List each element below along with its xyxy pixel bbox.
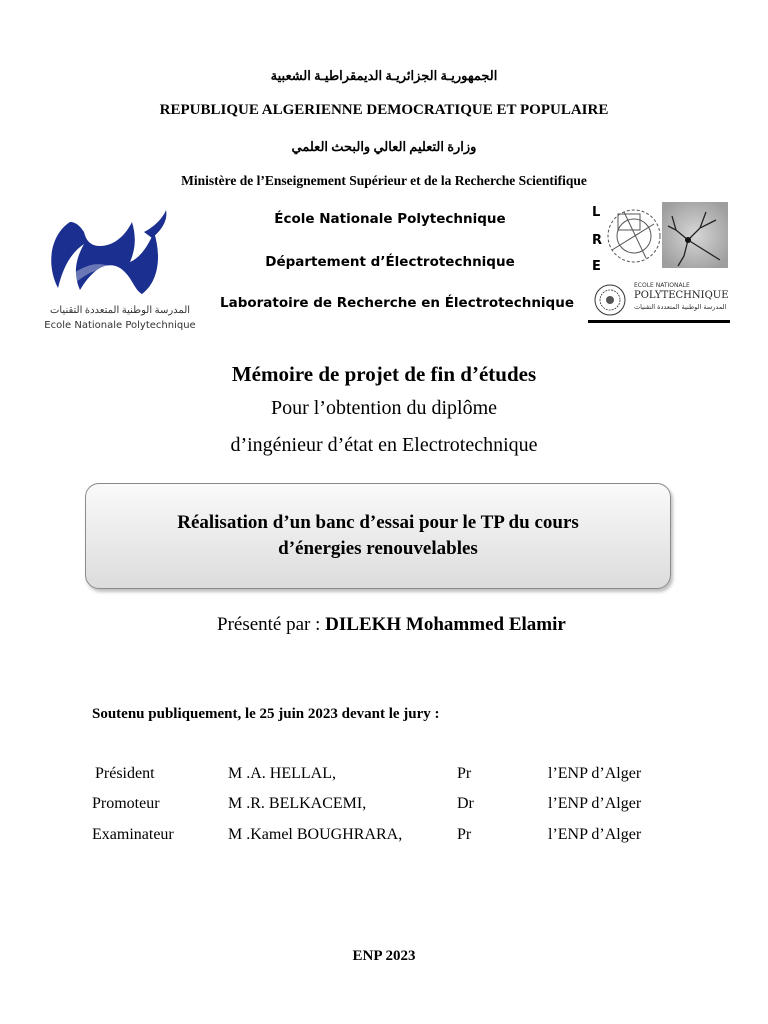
- enp-logo-caption-french: Ecole Nationale Polytechnique: [44, 320, 196, 331]
- school-name: École Nationale Polytechnique: [274, 211, 506, 227]
- jury-row: [0, 795, 768, 817]
- footer-year: ENP 2023: [352, 948, 416, 964]
- lre-letter-l: L: [592, 205, 601, 220]
- jury-row: [0, 826, 768, 848]
- enp-emblem-icon: [40, 210, 200, 305]
- jury-grade: Pr: [457, 765, 472, 782]
- jury-name: M .A. HELLAL,: [228, 765, 336, 782]
- jury-institution: l’ENP d’Alger: [548, 765, 642, 782]
- jury-row: [0, 765, 768, 787]
- thesis-type: Mémoire de projet de fin d’études: [231, 362, 537, 386]
- diploma-line-1: Pour l’obtention du diplôme: [270, 397, 498, 419]
- thesis-title-box: [85, 483, 671, 589]
- lre-logo: [588, 200, 730, 325]
- jury-institution: l’ENP d’Alger: [548, 826, 642, 843]
- republic-french: REPUBLIQUE ALGERIENNE DEMOCRATIQUE ET POPULAIRE: [159, 102, 609, 118]
- republic-arabic: الجمهوريـة الجزائريـة الديمقراطيـة الشعبية: [270, 68, 498, 83]
- lre-letter-r: R: [592, 233, 603, 248]
- presented-by-label: Présenté par :: [217, 614, 326, 635]
- thesis-title-line-2: d’énergies renouvelables: [278, 538, 478, 559]
- laboratory-name: Laboratoire de Recherche en Électrotechnique: [219, 295, 574, 311]
- presented-by: [217, 614, 566, 636]
- ministry-arabic: وزارة التعليم العالي والبحث العلمي: [291, 139, 477, 154]
- jury-grade: Pr: [457, 826, 472, 843]
- thesis-title-line-1: Réalisation d’un banc d’essai pour le TP du cours: [177, 512, 579, 533]
- lre-letter-e: E: [592, 259, 601, 274]
- lre-caption-arabic: المدرسة الوطنية المتعددة التقنيات: [634, 303, 727, 311]
- enp-logo: [40, 210, 200, 335]
- enp-logo-caption-arabic: المدرسة الوطنية المتعددة التقنيات: [49, 305, 191, 316]
- jury-role: Président: [95, 765, 155, 782]
- lre-caption-top: ECOLE NATIONALE: [634, 282, 690, 289]
- jury-role: Promoteur: [92, 795, 160, 812]
- diploma-line-2: d’ingénieur d’état en Electrotechnique: [230, 434, 538, 456]
- ministry-french: Ministère de l’Enseignement Supérieur et de la Recherche Scientifique: [181, 173, 587, 188]
- lre-emblem-icon: [588, 200, 730, 318]
- lre-divider: [588, 320, 730, 323]
- jury-name: M .Kamel BOUGHRARA,: [228, 826, 403, 843]
- lre-caption-main: POLYTECHNIQUE: [634, 290, 729, 301]
- jury-name: M .R. BELKACEMI,: [228, 795, 367, 812]
- department-name: Département d’Électrotechnique: [265, 254, 515, 270]
- jury-institution: l’ENP d’Alger: [548, 795, 642, 812]
- jury-role: Examinateur: [92, 826, 174, 843]
- jury-grade: Dr: [457, 795, 474, 812]
- defense-statement: Soutenu publiquement, le 25 juin 2023 devant le jury :: [92, 706, 440, 722]
- author-name: DILEKH Mohammed Elamir: [325, 614, 566, 635]
